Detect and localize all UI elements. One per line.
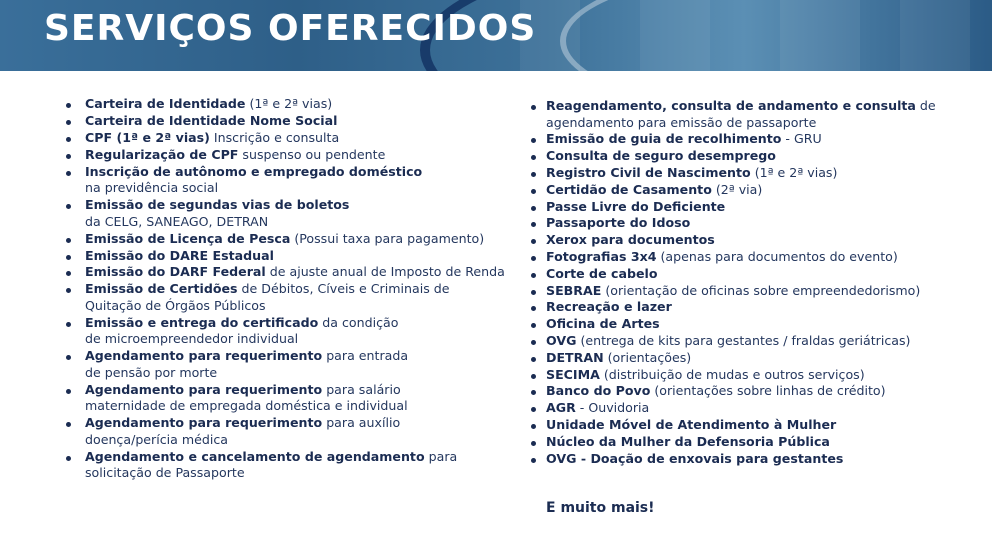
bullet-icon (531, 424, 536, 429)
service-name: Emissão e entrega do certificado (85, 314, 319, 330)
service-detail: - GRU (781, 131, 822, 147)
service-name: Núcleo da Mulher da Defensoria Pública (546, 433, 830, 449)
bullet-icon (66, 271, 71, 276)
service-detail: para entrada (322, 348, 409, 364)
service-name: Agendamento para requerimento (85, 381, 323, 397)
service-name: Emissão do DARF Federal (85, 264, 266, 280)
service-detail: (orientações) (603, 349, 692, 365)
bullet-icon (531, 189, 536, 194)
service-name: Registro Civil de Nascimento (546, 165, 751, 180)
service-name: Corte de cabelo (546, 265, 658, 281)
service-detail: para (424, 448, 458, 464)
service-detail: (2ª via) (711, 181, 763, 197)
page-title: SERVIÇOS OFERECIDOS (44, 8, 537, 49)
service-name: Xerox para documentos (546, 232, 715, 248)
service-name: DETRAN (546, 349, 604, 365)
service-detail: (1ª e 2ª vias) (750, 165, 838, 180)
bullet-icon (531, 374, 536, 379)
service-detail: da condição (318, 314, 399, 330)
bullet-icon (66, 154, 71, 159)
bullet-icon (531, 273, 536, 278)
service-name: Recreação e lazer (546, 299, 672, 315)
bullet-icon (66, 171, 71, 176)
bullet-icon (531, 357, 536, 362)
service-name: Passaporte do Idoso (546, 215, 691, 231)
service-name: Agendamento para requerimento (85, 415, 323, 431)
service-name: Agendamento e cancelamento de agendamento (85, 448, 425, 464)
service-name: Emissão de segundas vias de boletos (85, 197, 350, 213)
bullet-icon (66, 238, 71, 243)
bullet-icon (66, 288, 71, 293)
service-name: CPF (1ª e 2ª vias) (85, 129, 210, 145)
header-banner (0, 0, 992, 71)
service-name: Regularização de CPF (85, 146, 239, 162)
service-detail-continued: de pensão por morte (85, 364, 218, 380)
service-name: Emissão de guia de recolhimento (546, 131, 782, 147)
more-services-note: E muito mais! (546, 500, 655, 516)
service-name: Emissão do DARE Estadual (85, 247, 274, 263)
bullet-icon (66, 204, 71, 209)
bullet-icon (66, 355, 71, 360)
bullet-icon (531, 256, 536, 261)
service-detail: (distribuição de mudas e outros serviços) (599, 366, 865, 382)
bullet-icon (531, 390, 536, 395)
bullet-icon (531, 138, 536, 143)
service-detail: de (915, 98, 936, 113)
service-name: Oficina de Artes (546, 316, 660, 332)
bullet-icon (531, 407, 536, 412)
service-name: Inscrição de autônomo e empregado doméstico (85, 163, 423, 179)
service-name: AGR (546, 400, 576, 416)
service-detail: (orientação de oficinas sobre empreendedorismo) (601, 282, 921, 298)
bullet-icon (531, 340, 536, 345)
service-detail-continued: solicitação de Passaporte (85, 465, 245, 481)
bullet-icon (531, 239, 536, 244)
service-detail: para auxílio (322, 415, 401, 431)
service-detail: (apenas para documentos do evento) (656, 249, 898, 264)
service-name: Emissão de Certidões (85, 281, 238, 297)
service-detail: para salário (322, 381, 401, 397)
service-detail-continued: Quitação de Órgãos Públicos (85, 297, 266, 313)
bullet-icon (66, 389, 71, 394)
service-detail: (orientações sobre linhas de crédito) (650, 383, 886, 399)
bullet-icon (66, 322, 71, 327)
service-name: Carteira de Identidade (85, 96, 246, 111)
bullet-icon (531, 323, 536, 328)
bullet-icon (531, 222, 536, 227)
service-detail-continued: da CELG, SANEAGO, DETRAN (85, 213, 269, 229)
service-detail-continued: doença/perícia médica (85, 431, 229, 447)
bullet-icon (66, 422, 71, 427)
bullet-icon (531, 458, 536, 463)
bullet-icon (531, 172, 536, 177)
service-detail: (Possui taxa para pagamento) (290, 230, 485, 246)
bullet-icon (531, 105, 536, 110)
service-detail: (entrega de kits para gestantes / fraldas geriátricas) (576, 333, 911, 348)
service-detail: suspenso ou pendente (238, 146, 386, 162)
banner-swoosh (560, 0, 992, 71)
service-name: Passe Livre do Deficiente (546, 198, 726, 214)
bullet-icon (66, 255, 71, 260)
service-name: Reagendamento, consulta de andamento e consulta (546, 98, 916, 113)
service-detail: - Ouvidoria (575, 400, 650, 416)
service-name: Emissão de Licença de Pesca (85, 230, 291, 246)
service-detail-continued: na previdência social (85, 180, 219, 196)
service-name: SECIMA (546, 366, 600, 382)
service-name: SEBRAE (546, 282, 602, 298)
bullet-icon (66, 456, 71, 461)
bullet-icon (531, 155, 536, 160)
service-detail: (1ª e 2ª vias) (245, 96, 333, 111)
service-name: OVG - Doação de enxovais para gestantes (546, 450, 844, 466)
service-name: OVG (546, 333, 577, 348)
service-detail: Inscrição e consulta (209, 129, 340, 145)
service-name: Unidade Móvel de Atendimento à Mulher (546, 417, 837, 432)
service-name: Banco do Povo (546, 383, 651, 399)
service-detail: de ajuste anual de Imposto de Renda (265, 264, 505, 280)
service-detail-continued: agendamento para emissão de passaporte (546, 114, 817, 130)
service-name: Fotografias 3x4 (546, 249, 657, 264)
bullet-icon (531, 290, 536, 295)
bullet-icon (531, 206, 536, 211)
bullet-icon (66, 120, 71, 125)
bullet-icon (531, 441, 536, 446)
service-name: Consulta de seguro desemprego (546, 148, 776, 164)
service-detail-continued: de microempreendedor individual (85, 331, 299, 347)
service-detail: de Débitos, Cíveis e Criminais de (237, 281, 450, 297)
service-name: Carteira de Identidade Nome Social (85, 112, 338, 128)
service-detail-continued: maternidade de empregada doméstica e individual (85, 398, 408, 414)
service-name: Certidão de Casamento (546, 181, 712, 197)
service-name: Agendamento para requerimento (85, 348, 323, 364)
bullet-icon (531, 306, 536, 311)
bullet-icon (66, 103, 71, 108)
bullet-icon (66, 137, 71, 142)
